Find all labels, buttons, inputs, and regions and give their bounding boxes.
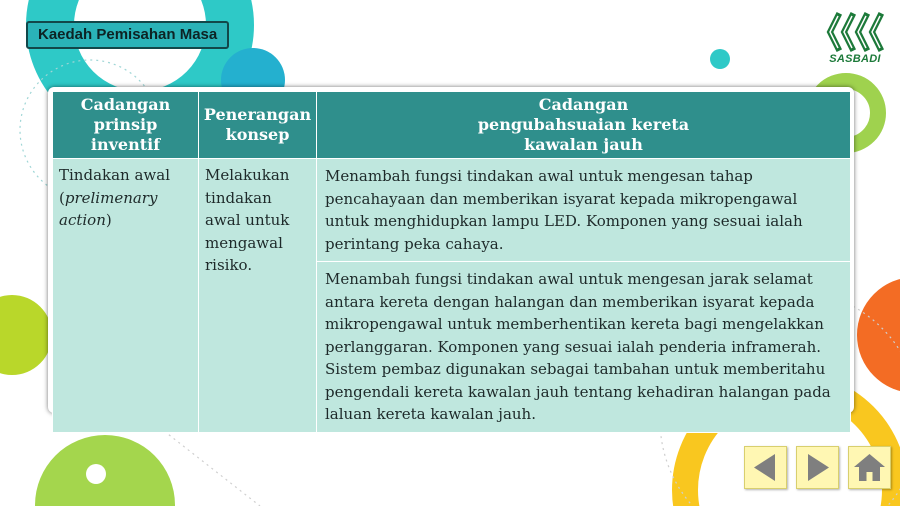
cell-prinsip-text: Tindakan awal ( <box>59 166 170 207</box>
column-header-cadangan: Cadangan pengubahsuaian kereta kawalan jauh <box>317 92 851 159</box>
sasbadi-logo <box>822 12 888 70</box>
logo-text: SASBADI <box>829 53 881 65</box>
cell-cadangan-1: Menambah fungsi tindakan awal untuk mengesan tahap pencahayaan dan memberikan isyarat kepada mikropengawal untuk menghidupkan lampu LED. Komponen yang sesuai ialah perintang peka cahaya. <box>317 159 851 262</box>
prev-button[interactable] <box>744 446 787 489</box>
column-header-prinsip: Cadangan prinsip inventif <box>53 92 199 159</box>
white-dot-decoration <box>86 464 106 484</box>
content-table <box>52 91 851 433</box>
lime-half-circle-decoration <box>0 295 52 375</box>
home-button[interactable] <box>848 446 891 489</box>
page-title: Kaedah Pemisahan Masa <box>26 21 229 49</box>
orange-circle-decoration <box>857 277 900 393</box>
column-header-penerangan: Penerangan konsep <box>199 92 317 159</box>
cell-penerangan: Melakukan tindakan awal untuk mengawal risiko. <box>199 159 317 433</box>
cell-cadangan-2: Menambah fungsi tindakan awal untuk mengesan jarak selamat antara kereta dengan halangan dan memberikan isyarat kepada mikropengawal untuk memberhentikan kereta bagi mengelakkan perlanggaran. Komponen yang sesuai ialah penderia inframerah. Sistem pembaz digunakan sebagai tambahan untuk memberitahu pengendali kereta kawalan jauh tentang kehadiran halangan pada laluan kereta kawalan jauh. <box>317 262 851 433</box>
content-table-card <box>48 87 854 423</box>
small-teal-dot-decoration <box>710 49 730 69</box>
cell-prinsip-end: ) <box>105 211 112 229</box>
arrow-right-icon <box>797 447 838 488</box>
sasbadi-logo-icon <box>822 12 888 56</box>
cell-prinsip-italic: prelimenary action <box>59 188 158 229</box>
cell-prinsip <box>53 159 199 433</box>
home-icon <box>849 447 890 488</box>
arrow-left-icon <box>745 447 786 488</box>
next-button[interactable] <box>796 446 839 489</box>
